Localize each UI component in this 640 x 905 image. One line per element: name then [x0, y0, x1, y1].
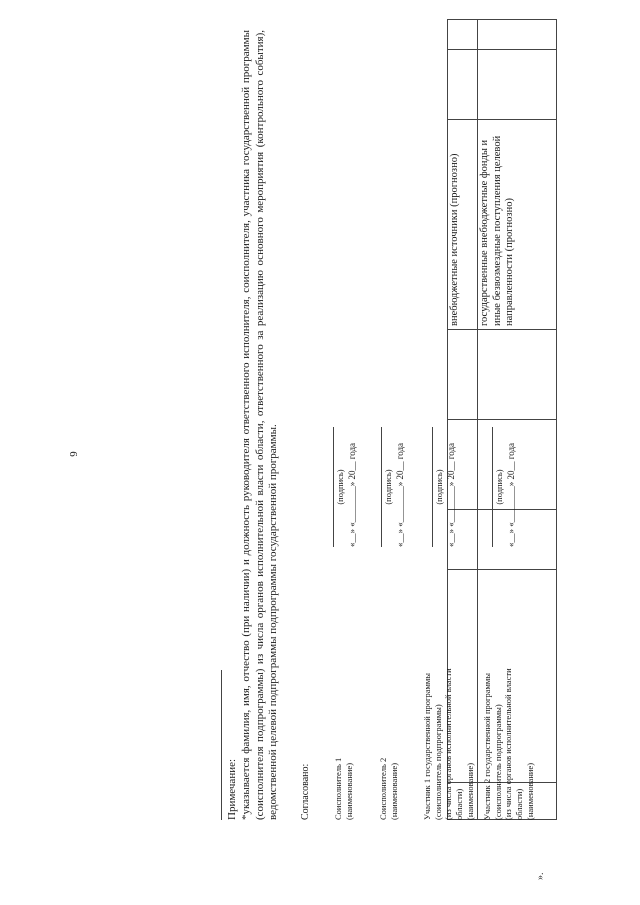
party-block: Соисполнитель 1 (наименование) [333, 757, 354, 820]
signature-block [381, 427, 405, 547]
agreed-label: Согласовано: [300, 763, 311, 820]
table-cell-source: внебюджетные источники (прогнозно) [448, 120, 478, 330]
signature-caption: (подпись) [335, 469, 345, 505]
note-divider [221, 670, 222, 820]
signature-date: «__» «________» 20__ года [395, 442, 405, 547]
signature-caption: (подпись) [494, 469, 504, 505]
signature-line [432, 427, 433, 547]
table-cell-source: государственные внебюджетные фонды и иные безвозмездные поступления целевой направленности (прогнозно) [478, 120, 557, 330]
signature-block [432, 427, 456, 547]
signature-date: «__» «________» 20__ года [446, 442, 456, 547]
note-text: *указывается фамилия, имя, отчество (при наличии) и должность руководителя ответственного исполнителя, соисполнителя, участника государственной программы (соисполнителя подпрограммы) из числа органов исполнительной власти области, ответственного за реализацию основного мероприятия (контрольного события), ведомственной целевой подпрограммы подпрограммы государственной программы. [239, 30, 280, 820]
signature-block [333, 427, 357, 547]
signature-caption: (подпись) [434, 469, 444, 505]
note-title: Примечание: [226, 758, 238, 820]
signature-date: «__» «________» 20__ года [347, 442, 357, 547]
party-block: Участник 2 государственной программы (соисполнитель подпрограммы) (из числа органов исполнительной власти области) (наименование) [482, 668, 535, 820]
signature-line [492, 427, 493, 547]
signature-caption: (подпись) [383, 469, 393, 505]
signature-line [333, 427, 334, 547]
note-block [221, 30, 281, 820]
signature-block [492, 427, 516, 547]
party-block: Участник 1 государственной программы (соисполнитель подпрограммы) (из числа органов исполнительной власти области) (наименование) [422, 668, 475, 820]
signature-date: «__» «________» 20__ года [506, 442, 516, 547]
signature-line [381, 427, 382, 547]
party-block: Соисполнитель 2 (наименование) [378, 757, 399, 820]
corner-mark: ». [535, 872, 546, 880]
page-number: 6 [66, 451, 79, 457]
